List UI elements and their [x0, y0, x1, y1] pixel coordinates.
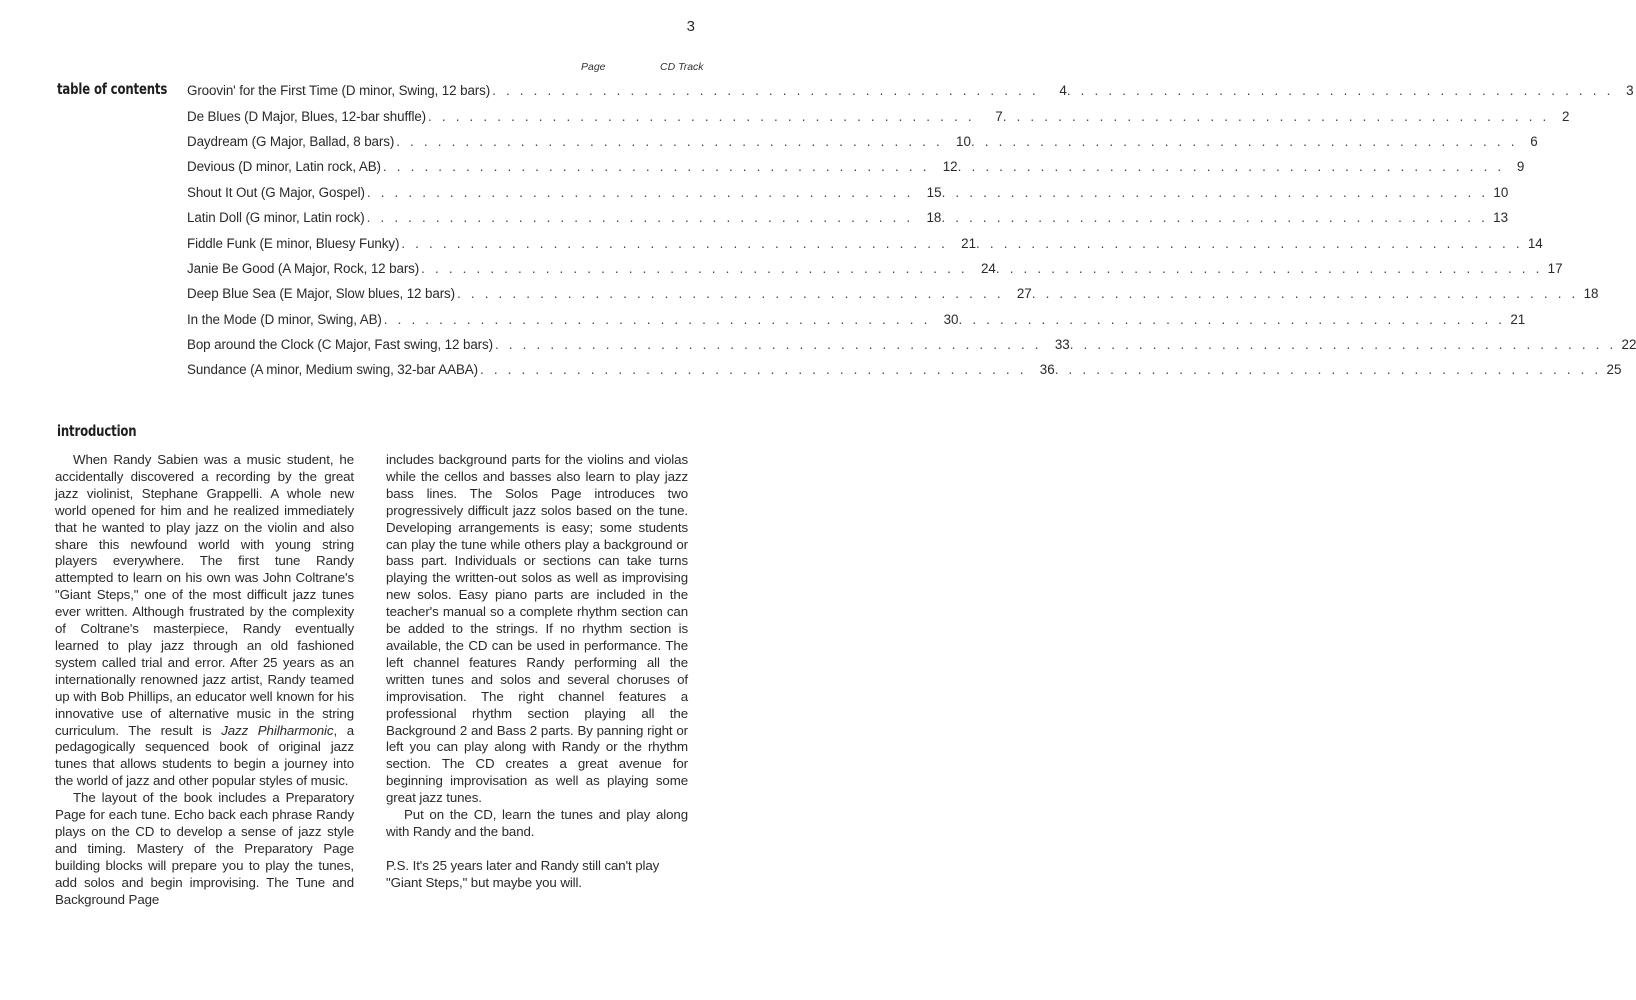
toc-entry-title: Fiddle Funk (E minor, Bluesy Funky)	[187, 235, 400, 251]
toc-entry-cd-track: 3	[1626, 83, 1634, 99]
leader-dots: . . . . . . . . . . . . . . . . . . . . . . . . . . . . . . . . . . . . . . . .	[958, 311, 1506, 327]
toc-heading: table of contents	[57, 80, 168, 98]
toc-entry-title: Bop around the Clock (C Major, Fast swing, 12 bars)	[187, 337, 493, 353]
leader-dots: . . . . . . . . . . . . . . . . . . . . . . . . . . . . . . . . . . . . . . . .	[383, 311, 931, 327]
toc-entry-title: Devious (D minor, Latin rock, AB)	[187, 159, 381, 175]
toc-entry-page: 21	[961, 235, 977, 251]
book-title: Jazz Philharmonic	[221, 722, 334, 738]
toc-entry-page: 24	[980, 260, 996, 276]
introduction-heading: introduction	[57, 422, 137, 440]
page-column-label: Page	[581, 61, 606, 73]
toc-entry-cd-track: 22	[1621, 337, 1636, 353]
intro-column-left	[55, 452, 354, 908]
toc-entry	[187, 281, 1599, 306]
leader-dots: . . . . . . . . . . . . . . . . . . . . . . . . . . . . . . . . . . . . . . . .	[428, 108, 975, 124]
toc-entry-cd-track: 9	[1516, 159, 1525, 175]
toc-entry-title: De Blues (D Major, Blues, 12-bar shuffle)	[187, 108, 427, 124]
toc-entry	[187, 307, 1526, 332]
toc-entry	[187, 154, 1525, 179]
leader-dots: . . . . . . . . . . . . . . . . . . . . . . . . . . . . . . . . . . . . . . . .	[1002, 108, 1550, 124]
leader-dots: . . . . . . . . . . . . . . . . . . . . . . . . . . . . . . . . . . . . . . . .	[1054, 362, 1602, 378]
leader-dots: . . . . . . . . . . . . . . . . . . . . . . . . . . . . . . . . . . . . . . . .	[976, 235, 1523, 251]
toc-entry-cd-track: 17	[1547, 260, 1563, 276]
intro-paragraph: The layout of the book includes a Preparatory Page for each tune. Echo back each phrase Randy plays on the CD to develop a sense of jazz style and timing. Mastery of the Preparatory Page building blocks will prepare you to play the tunes, add solos and begin improvising. The Tune and Background Page	[55, 790, 354, 907]
toc-entry-title: Daydream (G Major, Ballad, 8 bars)	[187, 133, 395, 149]
toc-entry-cd-track: 6	[1530, 133, 1538, 149]
leader-dots: . . . . . . . . . . . . . . . . . . . . . . . . . . . . . . . . . . . . . . . .	[970, 133, 1518, 149]
leader-dots: . . . . . . . . . . . . . . . . . . . . . . . . . . . . . . . . . . . . . . . .	[421, 260, 968, 276]
leader-dots: . . . . . . . . . . . . . . . . . . . . . . . . . . . . . . . . . . . . . . . .	[941, 184, 1489, 200]
toc-entry	[187, 205, 1509, 230]
leader-dots: . . . . . . . . . . . . . . . . . . . . . . . . . . . . . . . . . . . . . . . .	[495, 337, 1042, 353]
toc-entry-title: Janie Be Good (A Major, Rock, 12 bars)	[187, 260, 420, 276]
leader-dots: . . . . . . . . . . . . . . . . . . . . . . . . . . . . . . . . . . . . . . . .	[941, 210, 1489, 226]
leader-dots: . . . . . . . . . . . . . . . . . . . . . . . . . . . . . . . . . . . . . . . .	[366, 210, 914, 226]
toc-entry-title: Sundance (A minor, Medium swing, 32-bar AABA)	[187, 362, 478, 378]
cd-track-column-label: CD Track	[660, 61, 704, 73]
toc-entry-page: 27	[1016, 286, 1032, 302]
leader-dots: . . . . . . . . . . . . . . . . . . . . . . . . . . . . . . . . . . . . . . . .	[957, 159, 1505, 175]
toc-entry-title: Groovin' for the First Time (D minor, Swing, 12 bars)	[187, 83, 491, 99]
toc-entry-page: 4	[1059, 83, 1067, 99]
leader-dots: . . . . . . . . . . . . . . . . . . . . . . . . . . . . . . . . . . . . . . . .	[366, 184, 914, 200]
leader-dots: . . . . . . . . . . . . . . . . . . . . . . . . . . . . . . . . . . . . . . . .	[1066, 83, 1614, 99]
toc-entry-cd-track: 2	[1562, 108, 1570, 124]
intro-paragraph-continued: includes background parts for the violins and violas while the cellos and basses also learn to play jazz bass lines. The Solos Page introduces two progressively difficult jazz solos based on the tune. Developing arrangements is easy; some students can play the tune while others play a background or bass part. Individuals or sections can take turns playing the written-out solos as well as improvising new solos. Easy piano parts are included in the teacher's manual so a complete rhythm section can be added to the strings. If no rhythm section is available, the CD can be used in performance. The left channel features Randy performing all the written tunes and solos and several choruses of improvisation. The right channel features a professional rhythm section playing all the Background 2 and Bass 2 parts. By panning right or left you can play along with Randy or the rhythm section. The CD creates a great avenue for beginning improvisation as well as playing some great jazz tunes.	[386, 452, 688, 806]
toc-entry	[187, 103, 1570, 128]
toc-entry-title: Latin Doll (G minor, Latin rock)	[187, 210, 365, 226]
leader-dots: . . . . . . . . . . . . . . . . . . . . . . . . . . . . . . . . . . . . . . . .	[479, 362, 1027, 378]
toc-entry	[187, 129, 1538, 154]
page-number: 3	[686, 18, 695, 35]
leader-dots: . . . . . . . . . . . . . . . . . . . . . . . . . . . . . . . . . . . . . . . .	[995, 260, 1543, 276]
intro-paragraph: Put on the CD, learn the tunes and play along with Randy and the band.	[386, 807, 688, 839]
toc-entry-page: 12	[942, 159, 958, 175]
toc-entry-page: 15	[926, 184, 942, 200]
toc-entry	[187, 180, 1509, 205]
toc-entry-page: 7	[995, 108, 1003, 124]
toc-entry-cd-track: 21	[1510, 311, 1526, 327]
intro-text: , a pedagogically sequenced book of original jazz tunes that allows students to begin a journey into the world of jazz and other popular styles of music.	[55, 722, 354, 789]
toc-entry-title: In the Mode (D minor, Swing, AB)	[187, 311, 382, 327]
toc-list	[187, 78, 1636, 383]
leader-dots: . . . . . . . . . . . . . . . . . . . . . . . . . . . . . . . . . . . . . . . .	[401, 235, 949, 251]
leader-dots: . . . . . . . . . . . . . . . . . . . . . . . . . . . . . . . . . . . . . . . .	[396, 133, 943, 149]
leader-dots: . . . . . . . . . . . . . . . . . . . . . . . . . . . . . . . . . . . . . . . .	[1069, 337, 1617, 353]
toc-entry-page: 10	[956, 133, 971, 149]
toc-entry-cd-track: 10	[1493, 184, 1509, 200]
toc-entry	[187, 332, 1636, 357]
toc-entry-page: 33	[1054, 337, 1070, 353]
toc-entry-cd-track: 18	[1583, 286, 1599, 302]
toc-entry	[187, 256, 1563, 281]
leader-dots: . . . . . . . . . . . . . . . . . . . . . . . . . . . . . . . . . . . . . . . .	[492, 83, 1039, 99]
toc-entry-cd-track: 13	[1493, 210, 1509, 226]
toc-entry-cd-track: 25	[1606, 362, 1622, 378]
toc-entry-cd-track: 14	[1527, 235, 1543, 251]
toc-entry-page: 30	[943, 311, 959, 327]
intro-text: When Randy Sabien was a music student, he accidentally discovered a recording by the great jazz violinist, Stephane Grappelli. A whole new world opened for him and he realized immediately that he wanted to play jazz on the violin and also share this newfound world with young string players everywhere. The first tune Randy attempted to learn on his own was John Coltrane's "Giant Steps," one of the most difficult jazz tunes ever written. Although frustrated by the complexity of Coltrane's masterpiece, Randy eventually learned to play jazz through an old fashioned system called trial and error. After 25 years as an internationally renowned jazz artist, Randy teamed up with Bob Phillips, an educator well known for his innovative use of alternative music in the string curriculum. The result is	[55, 452, 354, 738]
intro-paragraph	[55, 452, 354, 790]
toc-entry	[187, 78, 1634, 103]
toc-entry-page: 36	[1039, 362, 1055, 378]
toc-entry-page: 18	[926, 210, 942, 226]
postscript: P.S. It's 25 years later and Randy still can't play "Giant Steps," but maybe you will.	[386, 857, 660, 890]
toc-entry-title: Deep Blue Sea (E Major, Slow blues, 12 bars)	[187, 286, 456, 302]
toc-entry	[187, 230, 1543, 255]
leader-dots: . . . . . . . . . . . . . . . . . . . . . . . . . . . . . . . . . . . . . . . .	[1031, 286, 1579, 302]
intro-column-right	[386, 452, 688, 892]
toc-entry	[187, 357, 1622, 382]
leader-dots: . . . . . . . . . . . . . . . . . . . . . . . . . . . . . . . . . . . . . . . .	[457, 286, 1004, 302]
toc-entry-title: Shout It Out (G Major, Gospel)	[187, 184, 365, 200]
leader-dots: . . . . . . . . . . . . . . . . . . . . . . . . . . . . . . . . . . . . . . . .	[382, 159, 930, 175]
